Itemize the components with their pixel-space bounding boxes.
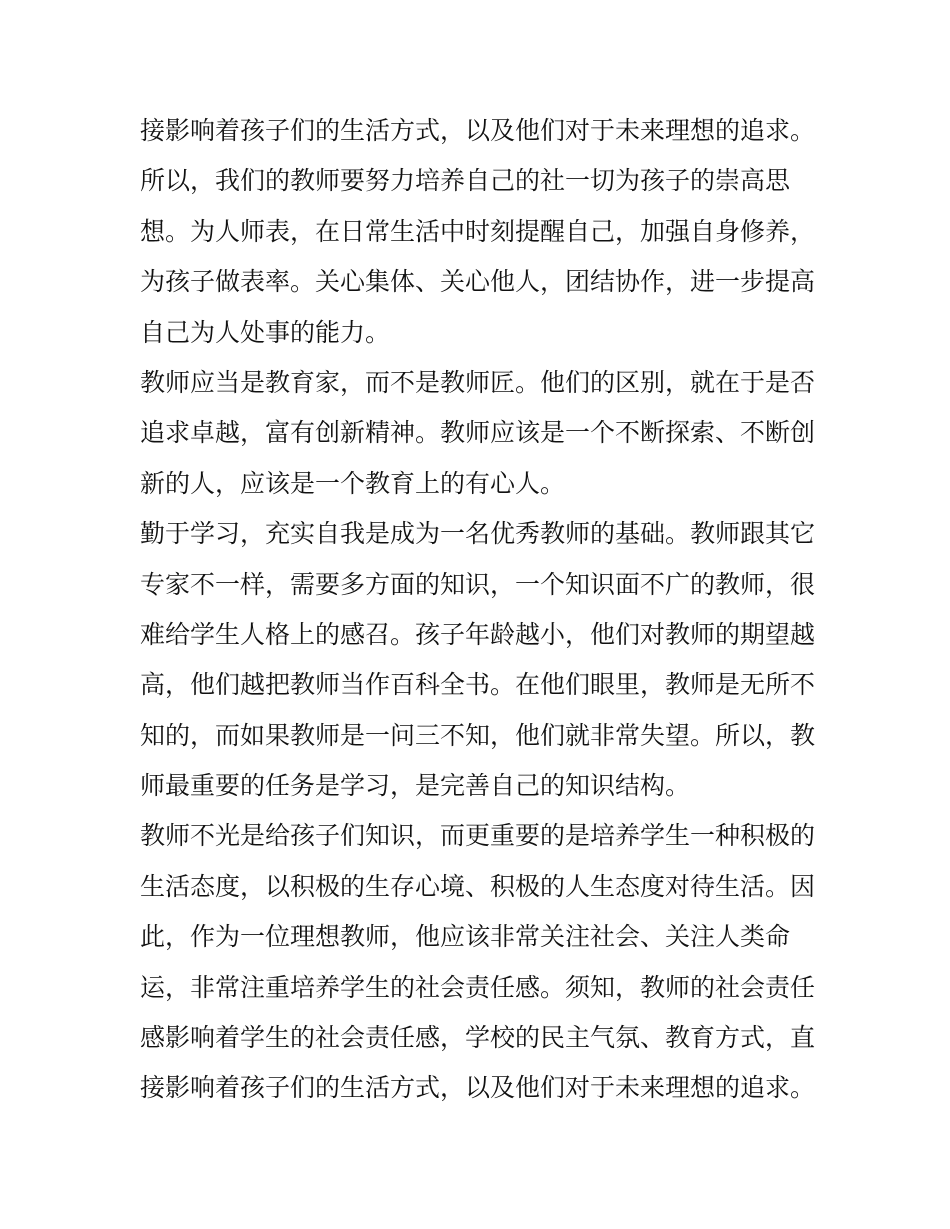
text-line: 想。为人师表，在日常生活中时刻提醒自己，加强自身修养，	[140, 216, 816, 246]
text-line: 知的，而如果教师是一问三不知，他们就非常失望。所以，教	[140, 720, 816, 750]
text-line: 追求卓越，富有创新精神。教师应该是一个不断探索、不断创	[140, 418, 816, 448]
text-line: 教师应当是教育家，而不是教师匠。他们的区别，就在于是否	[140, 367, 816, 397]
text-line: 接影响着孩子们的生活方式，以及他们对于未来理想的追求。	[140, 1073, 816, 1103]
text-line: 生活态度，以积极的生存心境、积极的人生态度对待生活。因	[140, 871, 816, 901]
text-line: 此，作为一位理想教师，他应该非常关注社会、关注人类命	[140, 922, 791, 952]
text-line: 自己为人处事的能力。	[140, 317, 391, 347]
text-line: 运，非常注重培养学生的社会责任感。须知，教师的社会责任	[140, 972, 816, 1002]
text-line: 感影响着学生的社会责任感，学校的民主气氛、教育方式，直	[140, 1023, 816, 1053]
text-line: 高，他们越把教师当作百科全书。在他们眼里，教师是无所不	[140, 670, 816, 700]
document-page	[140, 106, 820, 1114]
text-line: 接影响着孩子们的生活方式，以及他们对于未来理想的追求。	[140, 116, 816, 145]
text-line: 难给学生人格上的感召。孩子年龄越小，他们对教师的期望越	[140, 619, 816, 649]
text-line: 为孩子做表率。关心集体、关心他人，团结协作，进一步提高	[140, 267, 816, 297]
text-line: 新的人，应该是一个教育上的有心人。	[140, 468, 566, 498]
text-line: 所以，我们的教师要努力培养自己的社一切为孩子的崇高思	[140, 166, 791, 196]
text-line: 教师不光是给孩子们知识，而更重要的是培养学生一种积极的	[140, 821, 816, 851]
text-line: 师最重要的任务是学习，是完善自己的知识结构。	[140, 771, 691, 801]
text-line: 专家不一样，需要多方面的知识，一个知识面不广的教师，很	[140, 569, 816, 599]
text-line: 勤于学习，充实自我是成为一名优秀教师的基础。教师跟其它	[140, 519, 816, 549]
